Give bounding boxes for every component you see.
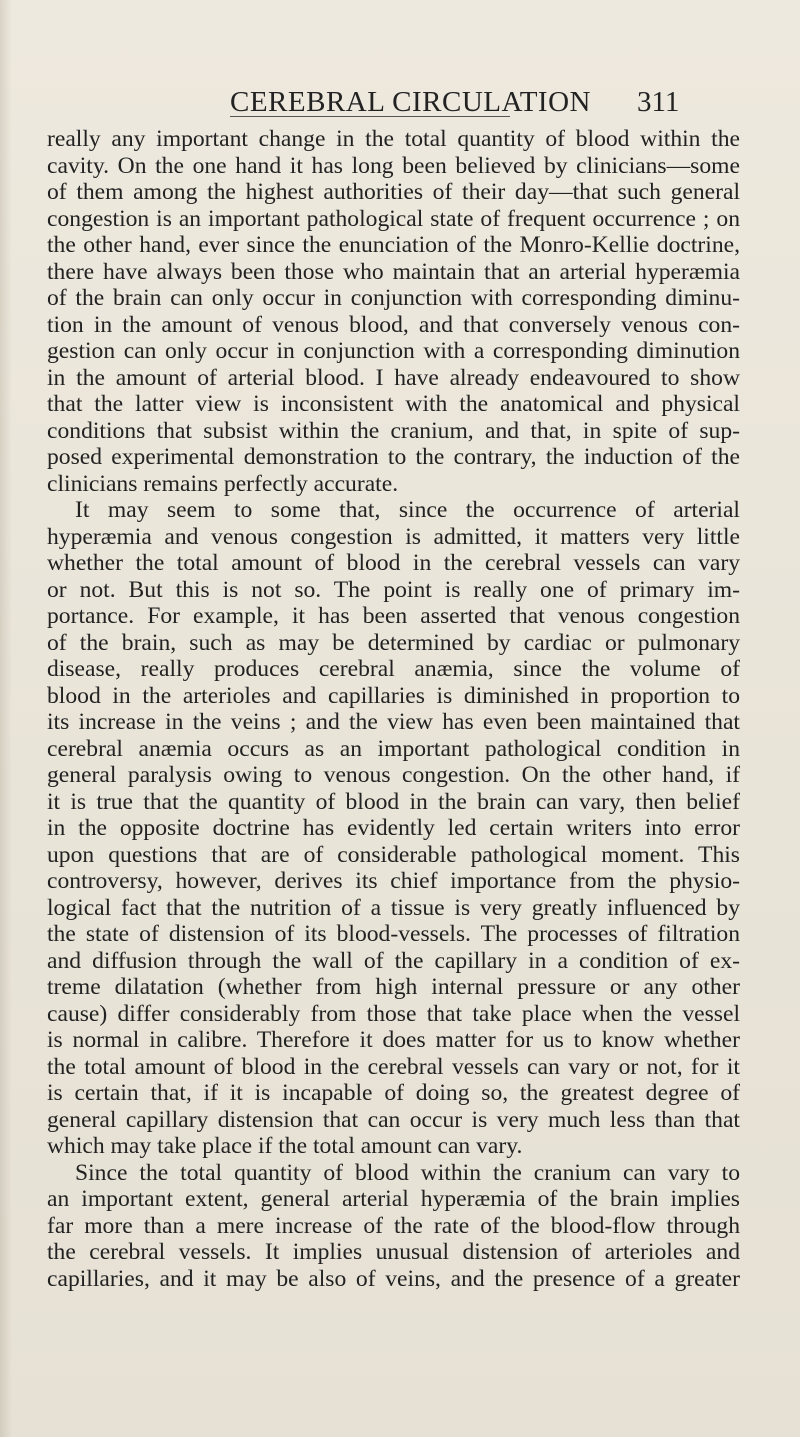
paragraph-first-line: It may seem to some that, since the occurrence of arterial: [75, 497, 740, 523]
text-line: blood in the arterioles and capillaries is diminished in proportion to: [47, 682, 740, 709]
text-line: congestion is an important pathological state of frequent occurrence ; on: [47, 205, 740, 232]
text-line: cavity. On the one hand it has long been believed by clinicians—some: [47, 152, 740, 179]
text-line: upon questions that are of considerable pathological moment. This: [47, 841, 740, 868]
text-line: tion in the amount of venous blood, and that conversely venous con-: [47, 311, 740, 338]
text-line: treme dilatation (whether from high internal pressure or any other: [47, 974, 740, 1000]
text-line: the cerebral vessels. It implies unusual distension of arterioles and: [47, 1239, 740, 1265]
page-gutter-shadow: [0, 0, 12, 1437]
page-number: 311: [637, 86, 680, 118]
text-line: the state of distension of its blood-vessels. The processes of filtration: [47, 921, 740, 947]
text-line: that the latter view is inconsistent with the anatomical and physical: [47, 391, 740, 417]
text-line: cause) differ considerably from those that take place when the vessel: [47, 1000, 740, 1027]
text-line: clinicians remains perfectly accurate.: [47, 470, 399, 497]
text-line: of the brain, such as may be determined by cardiac or pulmonary: [47, 629, 740, 656]
text-line: of them among the highest authorities of their day—that such general: [47, 179, 740, 205]
header-underline: [230, 116, 510, 117]
text-line: the other hand, ever since the enunciation of the Monro-Kellie doctrine,: [47, 232, 740, 258]
text-line: portance. For example, it has been asserted that venous congestion: [47, 603, 740, 629]
text-line: whether the total amount of blood in the cerebral vessels can vary: [47, 550, 740, 576]
text-line: which may take place if the total amount can vary.: [47, 1133, 523, 1159]
text-line: logical fact that the nutrition of a tissue is very greatly influenced by: [47, 894, 740, 921]
text-line: its increase in the veins ; and the view has even been maintained that: [47, 709, 740, 735]
text-line: controversy, however, derives its chief importance from the physio-: [47, 868, 740, 894]
text-line: of the brain can only occur in conjunction with corresponding diminu-: [47, 285, 740, 311]
text-line: conditions that subsist within the cranium, and that, in spite of sup-: [47, 417, 740, 444]
text-line: an important extent, general arterial hyperæmia of the brain implies: [47, 1186, 740, 1212]
text-line: there have always been those who maintain that an arterial hyperæmia: [47, 258, 740, 285]
text-line: gestion can only occur in conjunction with a corresponding diminution: [47, 338, 740, 364]
text-line: hyperæmia and venous congestion is admitted, it matters very little: [47, 523, 740, 550]
text-line: in the amount of arterial blood. I have already endeavoured to show: [47, 364, 740, 391]
body-text: [47, 126, 740, 1292]
text-line: general paralysis owing to venous congestion. On the other hand, if: [47, 762, 740, 788]
page-header: [0, 86, 800, 126]
text-line: posed experimental demonstration to the contrary, the induction of the: [47, 444, 740, 470]
text-line: cerebral anæmia occurs as an important pathological condition in: [47, 735, 740, 762]
text-line: or not. But this is not so. The point is really one of primary im-: [47, 576, 740, 603]
text-line: the total amount of blood in the cerebral vessels can vary or not, for it: [47, 1053, 740, 1080]
text-line: is normal in calibre. Therefore it does matter for us to know whether: [47, 1027, 740, 1053]
running-title: CEREBRAL CIRCULATION: [230, 86, 591, 118]
text-line: general capillary distension that can occur is very much less than that: [47, 1106, 740, 1133]
text-line: really any important change in the total quantity of blood within the: [47, 126, 740, 152]
text-line: it is true that the quantity of blood in the brain can vary, then belief: [47, 788, 740, 815]
text-line: in the opposite doctrine has evidently led certain writers into error: [47, 815, 740, 841]
text-line: capillaries, and it may be also of veins, and the presence of a greater: [47, 1265, 740, 1292]
text-line: disease, really produces cerebral anæmia, since the volume of: [47, 656, 740, 682]
text-line: and diffusion through the wall of the capillary in a condition of ex-: [47, 947, 740, 974]
paragraph-first-line: Since the total quantity of blood within the cranium can vary to: [75, 1159, 740, 1186]
text-line: far more than a mere increase of the rate of the blood-flow through: [47, 1212, 740, 1239]
text-line: is certain that, if it is incapable of doing so, the greatest degree of: [47, 1080, 740, 1106]
